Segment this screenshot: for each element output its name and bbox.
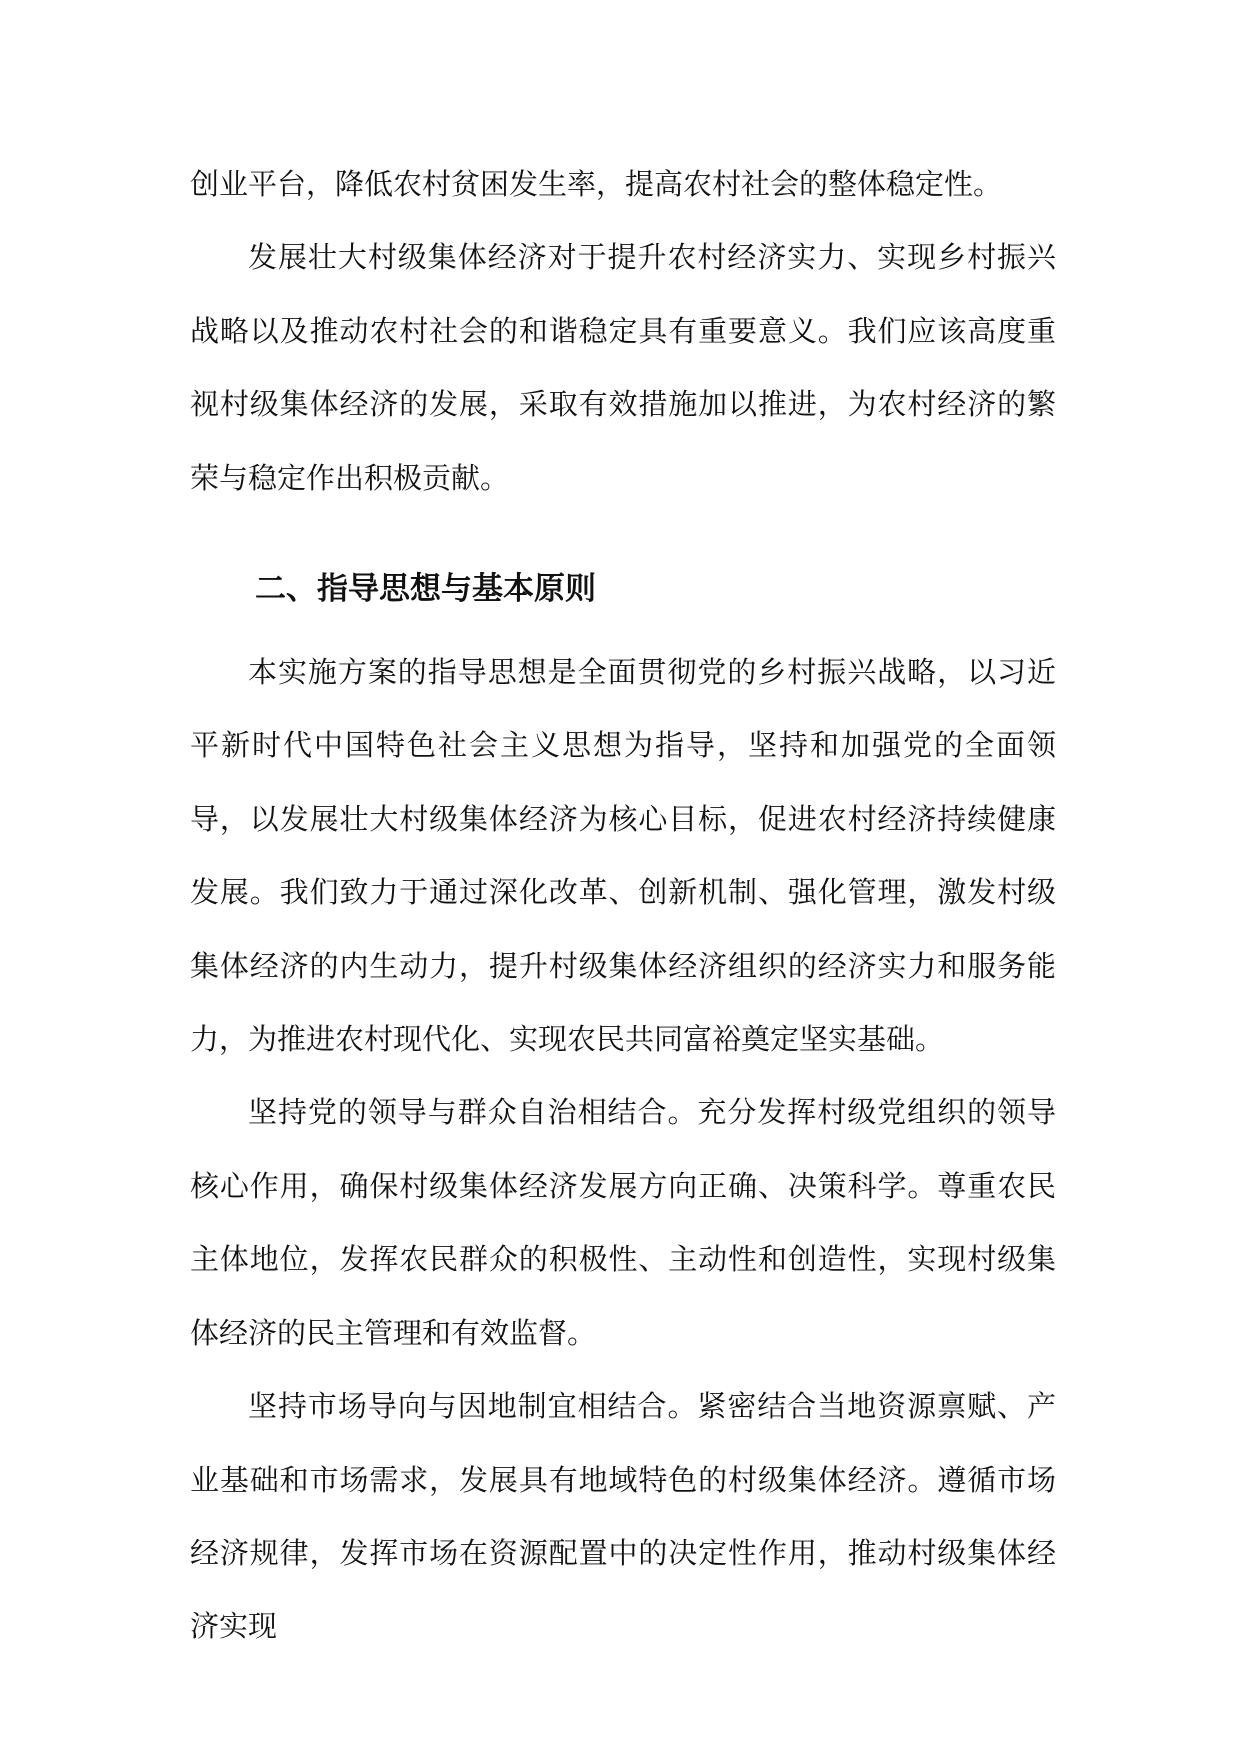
paragraph-principle-market-orientation: 坚持市场导向与因地制宜相结合。紧密结合当地资源禀赋、产业基础和市场需求，发展具有地域特色的村级集体经济。遵循市场经济规律，发挥市场在资源配置中的决定性作用，推动村级集体经济实现	[190, 1389, 1056, 1644]
paragraph-continuation: 创业平台，降低农村贫困发生率，提高农村社会的整体稳定性。	[190, 167, 1003, 201]
paragraph-guiding-thought: 本实施方案的指导思想是全面贯彻党的乡村振兴战略，以习近平新时代中国特色社会主义思想为指导，坚持和加强党的全面领导，以发展壮大村级集体经济为核心目标，促进农村经济持续健康发展。我们致力于通过深化改革、创新机制、强化管理，激发村级集体经济的内生动力，提升村级集体经济组织的经济实力和服务能力，为推进农村现代化、实现农民共同富裕奠定坚实基础。	[190, 655, 1056, 1057]
document-body	[190, 148, 1056, 1664]
paragraph-principle-party-leadership: 坚持党的领导与群众自治相结合。充分发挥村级党组织的领导核心作用，确保村级集体经济发展方向正确、决策科学。尊重农民主体地位，发挥农民群众的积极性、主动性和创造性，实现村级集体经济的民主管理和有效监督。	[190, 1095, 1056, 1350]
paragraph-significance: 发展壮大村级集体经济对于提升农村经济实力、实现乡村振兴战略以及推动农村社会的和谐稳定具有重要意义。我们应该高度重视村级集体经济的发展，采取有效措施加以推进，为农村经济的繁荣与稳定作出积极贡献。	[190, 240, 1056, 495]
section-heading: 二、指导思想与基本原则	[255, 571, 596, 608]
